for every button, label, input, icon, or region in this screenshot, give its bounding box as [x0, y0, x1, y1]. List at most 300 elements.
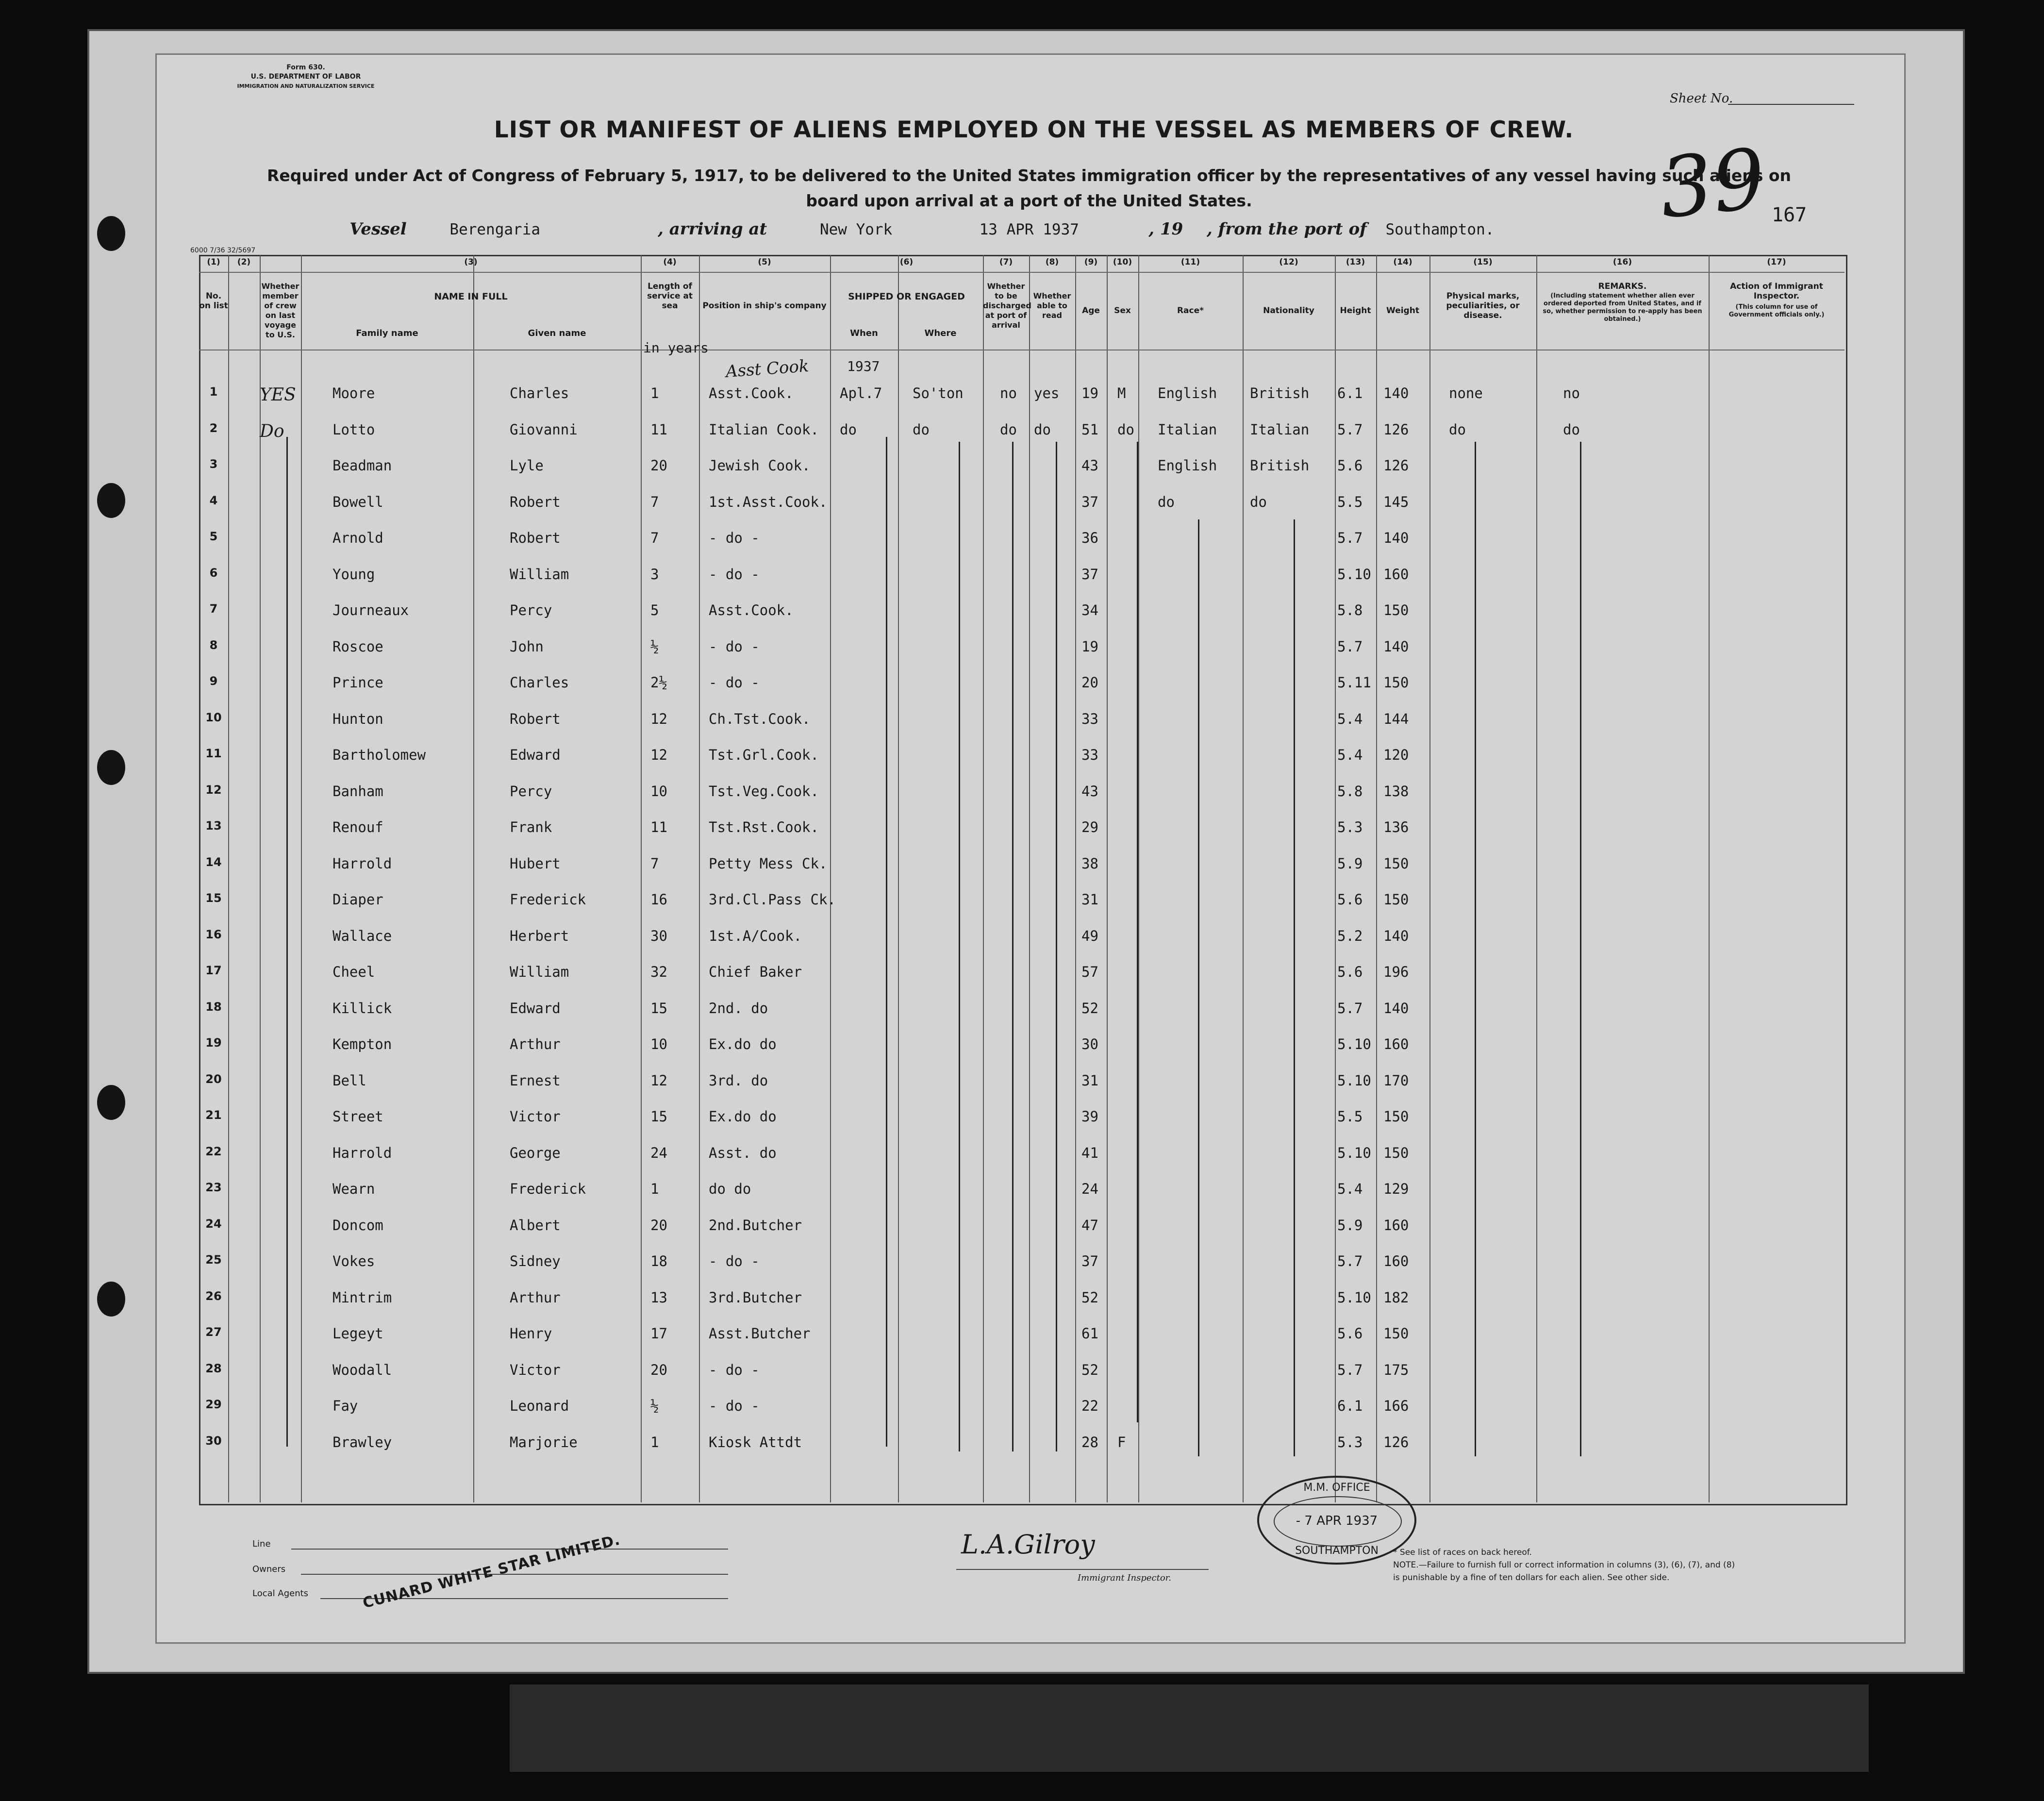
table-row — [199, 449, 1845, 484]
header-rule — [199, 272, 1845, 273]
cell-height: 5.6 — [1337, 457, 1363, 474]
cell-position: Asst.Butcher — [709, 1325, 811, 1342]
cell-given: Marjorie — [510, 1434, 578, 1451]
cell-given: Lyle — [510, 457, 544, 474]
cell-service: 1 — [650, 1181, 659, 1197]
cell-weight: 160 — [1383, 566, 1409, 583]
cell-given: Robert — [510, 493, 561, 510]
cell-position: Chief Baker — [709, 964, 802, 980]
header-when: When — [850, 328, 878, 338]
cell-service: 32 — [650, 964, 667, 980]
cell-family: Young — [332, 566, 375, 583]
header-height: Height — [1340, 306, 1371, 316]
cell-age: 39 — [1081, 1108, 1098, 1125]
cell-height: 5.4 — [1337, 1181, 1363, 1197]
cell-no: 26 — [205, 1289, 222, 1303]
cell-given: Frederick — [510, 891, 586, 908]
cell-age: 52 — [1081, 1289, 1098, 1306]
cell-weight: 140 — [1383, 638, 1409, 655]
column-number: (2) — [237, 257, 251, 267]
cell-height: 5.10 — [1337, 1036, 1371, 1052]
cell-given: Charles — [510, 385, 569, 401]
header-remarks: REMARKS. — [1598, 282, 1647, 291]
cell-service: 5 — [650, 602, 659, 618]
ditto-line — [886, 437, 887, 1447]
ditto-line — [286, 437, 288, 1447]
cell-height: 5.9 — [1337, 855, 1363, 872]
cell-given: Victor — [510, 1361, 561, 1378]
table-row — [199, 413, 1845, 449]
table-row — [199, 738, 1845, 774]
column-number: (7) — [999, 257, 1013, 267]
cell-no: 6 — [209, 566, 218, 580]
cell-weight: 150 — [1383, 1108, 1409, 1125]
cell-discharged: do — [1000, 421, 1017, 438]
arriving-port: New York — [819, 221, 893, 238]
table-row — [199, 557, 1845, 593]
cell-given: Albert — [510, 1217, 561, 1234]
punch-hole — [97, 216, 125, 251]
table-row — [199, 666, 1845, 701]
cell-position: - do - — [709, 1398, 760, 1414]
cell-age: 38 — [1081, 855, 1098, 872]
cell-where: So'ton — [913, 385, 964, 401]
office-stamp-date: - 7 APR 1937 — [1296, 1514, 1378, 1528]
cell-position: Asst.Cook. — [709, 602, 794, 618]
cell-height: 5.7 — [1337, 638, 1363, 655]
cell-position: 3rd.Butcher — [709, 1289, 802, 1306]
cell-family: Arnold — [332, 530, 383, 546]
cell-weight: 160 — [1383, 1253, 1409, 1269]
cell-family: Street — [332, 1108, 383, 1125]
cell-weight: 140 — [1383, 530, 1409, 546]
cell-family: Journeaux — [332, 602, 409, 618]
cell-position: Tst.Grl.Cook. — [709, 747, 819, 763]
cell-age: 33 — [1081, 710, 1098, 727]
cell-age: 49 — [1081, 927, 1098, 944]
header-last-voyage: Whether member of crew on last voyage to U.S. — [261, 282, 299, 339]
office-stamp-top: M.M. OFFICE — [1303, 1482, 1370, 1494]
cell-weight: 160 — [1383, 1036, 1409, 1052]
cell-family: Wallace — [332, 927, 392, 944]
cell-given: Henry — [510, 1325, 552, 1342]
cell-service: 30 — [650, 927, 667, 944]
header-weight: Weight — [1386, 306, 1419, 316]
column-number: (17) — [1767, 257, 1786, 267]
cell-given: Frank — [510, 819, 552, 835]
cell-family: Vokes — [332, 1253, 375, 1269]
cell-weight: 150 — [1383, 855, 1409, 872]
cell-service: 15 — [650, 1000, 667, 1017]
cell-age: 51 — [1081, 421, 1098, 438]
footer-line-rule — [291, 1549, 728, 1550]
table-row — [199, 485, 1845, 521]
punch-hole — [97, 483, 125, 518]
vessel-line — [349, 219, 1494, 239]
cell-family: Killick — [332, 1000, 392, 1017]
cell-given: Frederick — [510, 1181, 586, 1197]
column-number: (14) — [1393, 257, 1413, 267]
service-name: IMMIGRATION AND NATURALIZATION SERVICE — [237, 83, 375, 89]
table-row — [199, 1425, 1845, 1461]
cell-given: Sidney — [510, 1253, 561, 1269]
cell-service: 2½ — [650, 674, 667, 691]
cell-weight: 145 — [1383, 493, 1409, 510]
cell-service: 1 — [650, 1434, 659, 1451]
cell-weight: 150 — [1383, 1144, 1409, 1161]
header-action-note: (This column for use of Government officials only.) — [1728, 303, 1825, 318]
cell-no: 10 — [205, 710, 222, 724]
page-title: LIST OR MANIFEST OF ALIENS EMPLOYED ON THE VESSEL AS MEMBERS OF CREW. — [494, 117, 1574, 143]
cell-no: 13 — [205, 819, 222, 833]
cell-age: 19 — [1081, 385, 1098, 401]
cell-service: 3 — [650, 566, 659, 583]
punch-hole — [97, 750, 125, 785]
cell-weight: 140 — [1383, 1000, 1409, 1017]
cell-nationality: Italian — [1250, 421, 1310, 438]
year-label: , 19 — [1148, 219, 1183, 239]
header-remarks-note: (Including statement whether alien ever ordered deported from United States, and if so, whether permission to re-apply has been obtained.) — [1543, 292, 1702, 323]
cell-family: Legeyt — [332, 1325, 383, 1342]
cell-height: 5.5 — [1337, 1108, 1363, 1125]
cell-position: - do - — [709, 566, 760, 583]
cell-family: Moore — [332, 385, 375, 401]
cell-service: 13 — [650, 1289, 667, 1306]
cell-height: 5.10 — [1337, 566, 1371, 583]
arrival-date: 13 APR 1937 — [979, 221, 1079, 238]
page-number: 167 — [1772, 204, 1807, 226]
cell-position: Ch.Tst.Cook. — [709, 710, 811, 727]
header-given-name: Given name — [528, 328, 586, 338]
cell-service: 7 — [650, 493, 659, 510]
cell-height: 5.7 — [1337, 1000, 1363, 1017]
cell-family: Wearn — [332, 1181, 375, 1197]
cell-age: 34 — [1081, 602, 1098, 618]
cell-weight: 138 — [1383, 783, 1409, 800]
column-number: (5) — [758, 257, 771, 267]
ditto-line — [1580, 442, 1581, 1456]
cell-family: Hunton — [332, 710, 383, 727]
header-physical-marks: Physical marks, peculiarities, or disease. — [1446, 291, 1520, 320]
cell-sex: do — [1117, 421, 1134, 438]
table-row — [199, 1317, 1845, 1352]
cell-age: 20 — [1081, 674, 1098, 691]
cell-no: 3 — [209, 457, 218, 471]
cell-weight: 166 — [1383, 1398, 1409, 1414]
cell-family: Renouf — [332, 819, 383, 835]
column-number: (12) — [1279, 257, 1298, 267]
cell-family: Bell — [332, 1072, 366, 1089]
header-nationality: Nationality — [1263, 306, 1314, 316]
cell-age: 61 — [1081, 1325, 1098, 1342]
cell-service: ½ — [650, 638, 659, 655]
cell-position: 3rd.Cl.Pass Ck. — [709, 891, 836, 908]
header-family-name: Family name — [356, 328, 418, 338]
cell-age: 36 — [1081, 530, 1098, 546]
cell-read: yes — [1034, 385, 1060, 401]
header-name-in-full: NAME IN FULL — [434, 291, 508, 302]
cell-given: Ernest — [510, 1072, 561, 1089]
table-row — [199, 630, 1845, 666]
cell-weight: 129 — [1383, 1181, 1409, 1197]
cell-weight: 126 — [1383, 421, 1409, 438]
arriving-label: , arriving at — [658, 219, 767, 239]
cell-no: 20 — [205, 1072, 222, 1086]
signature-caption: Immigrant Inspector. — [1078, 1573, 1172, 1583]
cell-no: 4 — [209, 493, 218, 507]
table-row — [199, 1100, 1845, 1135]
table-row — [199, 1353, 1845, 1389]
cell-where: do — [913, 421, 930, 438]
cell-given: William — [510, 566, 569, 583]
cell-no: 11 — [205, 747, 222, 760]
cell-position: - do - — [709, 674, 760, 691]
table-row — [199, 810, 1845, 846]
footer-owners-label: Owners — [252, 1564, 286, 1574]
cell-discharged: no — [1000, 385, 1017, 401]
cell-position: 1st.Asst.Cook. — [709, 493, 828, 510]
cell-family: Lotto — [332, 421, 375, 438]
cell-given: John — [510, 638, 544, 655]
handwritten-number: 39 — [1655, 131, 1770, 237]
ditto-line — [1198, 519, 1199, 1456]
cell-service: 7 — [650, 530, 659, 546]
cell-given: Robert — [510, 710, 561, 727]
cell-position: Asst.Cook. — [709, 385, 794, 401]
cell-weight: 175 — [1383, 1361, 1409, 1378]
form-number: Form 630. — [286, 64, 325, 71]
cell-no: 9 — [209, 674, 218, 688]
cell-weight: 150 — [1383, 891, 1409, 908]
cell-age: 33 — [1081, 747, 1098, 763]
cell-family: Kempton — [332, 1036, 392, 1052]
table-row — [199, 376, 1845, 412]
cell-height: 5.6 — [1337, 891, 1363, 908]
cell-height: 5.2 — [1337, 927, 1363, 944]
races-note: * See list of races on back hereof. — [1393, 1548, 1532, 1557]
service-years-note: in years — [643, 340, 709, 356]
cell-remarks: do — [1563, 421, 1580, 438]
cell-family: Fay — [332, 1398, 358, 1414]
cell-family: Roscoe — [332, 638, 383, 655]
cell-position: 2nd.Butcher — [709, 1217, 802, 1234]
header-position: Position in ship's company — [702, 301, 827, 311]
cell-age: 19 — [1081, 638, 1098, 655]
cell-weight: 144 — [1383, 710, 1409, 727]
column-number: (8) — [1045, 257, 1059, 267]
cell-no: 2 — [209, 421, 218, 435]
ditto-line — [1137, 442, 1138, 1422]
cell-age: 30 — [1081, 1036, 1098, 1052]
cell-height: 5.9 — [1337, 1217, 1363, 1234]
cell-position: Jewish Cook. — [709, 457, 811, 474]
cell-given: William — [510, 964, 569, 980]
cell-height: 5.5 — [1337, 493, 1363, 510]
table-row — [199, 593, 1845, 629]
cell-remarks: no — [1563, 385, 1580, 401]
cell-service: 17 — [650, 1325, 667, 1342]
cell-service: 15 — [650, 1108, 667, 1125]
cell-service: ½ — [650, 1398, 659, 1414]
sheet-no-label: Sheet No. — [1670, 91, 1733, 106]
cell-position: Tst.Veg.Cook. — [709, 783, 819, 800]
table-row — [199, 1064, 1845, 1100]
cell-given: Robert — [510, 530, 561, 546]
header-action-inspector: Action of Immigrant Inspector. — [1730, 282, 1823, 301]
punch-hole — [97, 1085, 125, 1120]
cell-no: 18 — [205, 1000, 222, 1014]
form-reference: 6000 7/36 32/5697 — [190, 247, 256, 254]
page-subtitle: Required under Act of Congress of February 5, 1917, to be delivered to the United States immigration officer by the representatives of any vessel having such aliens on board upon arrival at a port of the United States. — [266, 166, 1792, 210]
header-length-of-service: Length of service at sea — [647, 282, 693, 311]
department-name: U.S. DEPARTMENT OF LABOR — [250, 73, 361, 81]
cell-age: 52 — [1081, 1000, 1098, 1017]
cell-race: do — [1158, 493, 1175, 510]
cell-position: - do - — [709, 1253, 760, 1269]
cell-height: 5.11 — [1337, 674, 1371, 691]
scan-edge — [510, 1684, 1869, 1772]
cell-position: Asst. do — [709, 1144, 777, 1161]
cell-weight: 126 — [1383, 457, 1409, 474]
cell-nationality: British — [1250, 385, 1310, 401]
cell-height: 5.7 — [1337, 1361, 1363, 1378]
cell-last-voyage: YES — [260, 385, 296, 405]
cell-position: Ex.do do — [709, 1108, 777, 1125]
column-number: (3) — [464, 257, 478, 267]
cell-family: Beadman — [332, 457, 392, 474]
handwritten-position-correction: Asst Cook — [725, 356, 810, 382]
footer-line-label: Line — [252, 1539, 271, 1549]
cell-no: 24 — [205, 1217, 222, 1231]
cell-service: 12 — [650, 747, 667, 763]
cell-service: 16 — [650, 891, 667, 908]
column-number: (15) — [1473, 257, 1493, 267]
ditto-line — [1056, 442, 1057, 1451]
cell-no: 17 — [205, 964, 222, 977]
cell-weight: 196 — [1383, 964, 1409, 980]
cell-no: 7 — [209, 602, 218, 616]
cell-age: 41 — [1081, 1144, 1098, 1161]
cell-height: 5.4 — [1337, 747, 1363, 763]
cell-age: 29 — [1081, 819, 1098, 835]
table-row — [199, 1244, 1845, 1280]
cell-given: Hubert — [510, 855, 561, 872]
cell-no: 27 — [205, 1325, 222, 1339]
sheet-no-line — [1728, 104, 1854, 105]
cell-height: 5.7 — [1337, 530, 1363, 546]
cell-no: 19 — [205, 1036, 222, 1050]
cell-height: 5.7 — [1337, 421, 1363, 438]
cell-height: 6.1 — [1337, 385, 1363, 401]
cell-height: 5.10 — [1337, 1144, 1371, 1161]
cell-position: Italian Cook. — [709, 421, 819, 438]
header-shipped-engaged: SHIPPED OR ENGAGED — [848, 291, 965, 302]
table-row — [199, 1136, 1845, 1172]
inspector-signature: L.A.Gilroy — [961, 1529, 1095, 1560]
cell-marks: none — [1449, 385, 1483, 401]
cell-no: 14 — [205, 855, 222, 869]
column-number: (6) — [899, 257, 914, 267]
cell-family: Cheel — [332, 964, 375, 980]
cell-family: Harrold — [332, 1144, 392, 1161]
table-row — [199, 991, 1845, 1027]
ditto-line — [1475, 442, 1476, 1456]
cell-position: Ex.do do — [709, 1036, 777, 1052]
column-number: (11) — [1180, 257, 1200, 267]
table-row — [199, 774, 1845, 810]
cell-height: 5.8 — [1337, 783, 1363, 800]
header-where: Where — [924, 328, 957, 338]
cell-height: 6.1 — [1337, 1398, 1363, 1414]
cell-given: Percy — [510, 602, 552, 618]
cell-age: 28 — [1081, 1434, 1098, 1451]
cell-given: George — [510, 1144, 561, 1161]
shipped-year: 1937 — [847, 358, 880, 374]
cell-height: 5.10 — [1337, 1289, 1371, 1306]
cell-weight: 150 — [1383, 674, 1409, 691]
table-row — [199, 955, 1845, 991]
header-no-on-list: No. on list — [199, 291, 228, 311]
punch-hole — [97, 1282, 125, 1317]
ditto-line — [1294, 519, 1295, 1456]
cell-weight: 126 — [1383, 1434, 1409, 1451]
cell-position: Tst.Rst.Cook. — [709, 819, 819, 835]
table-row — [199, 1027, 1845, 1063]
penalty-note: NOTE.—Failure to furnish full or correct information in columns (3), (6), (7), and (8) — [1393, 1560, 1735, 1570]
cell-last-voyage: Do — [260, 421, 284, 441]
cell-family: Mintrim — [332, 1289, 392, 1306]
penalty-note-cont: is punishable by a fine of ten dollars for each alien. See other side. — [1393, 1573, 1670, 1583]
cell-given: Charles — [510, 674, 569, 691]
table-row — [199, 847, 1845, 883]
cell-height: 5.6 — [1337, 1325, 1363, 1342]
cell-service: 18 — [650, 1253, 667, 1269]
cell-service: 11 — [650, 819, 667, 835]
cell-position: 1st.A/Cook. — [709, 927, 802, 944]
cell-family: Banham — [332, 783, 383, 800]
from-label: , from the port of — [1206, 219, 1367, 239]
cell-position: 2nd. do — [709, 1000, 768, 1017]
ditto-line — [959, 442, 960, 1451]
cell-sex: F — [1117, 1434, 1126, 1451]
header-able-to-read: Whether able to read — [1033, 291, 1071, 320]
cell-family: Bowell — [332, 493, 383, 510]
cell-age: 43 — [1081, 783, 1098, 800]
column-number: (16) — [1612, 257, 1632, 267]
cell-no: 1 — [209, 385, 218, 399]
cell-age: 47 — [1081, 1217, 1098, 1234]
cell-family: Harrold — [332, 855, 392, 872]
cell-no: 29 — [205, 1398, 222, 1411]
table-row — [199, 919, 1845, 955]
form-header — [209, 63, 403, 91]
cell-no: 5 — [209, 530, 218, 543]
cell-when: do — [840, 421, 857, 438]
header-age: Age — [1082, 306, 1100, 316]
cell-weight: 150 — [1383, 1325, 1409, 1342]
cell-age: 22 — [1081, 1398, 1098, 1414]
office-stamp-bottom: SOUTHAMPTON — [1295, 1545, 1379, 1557]
table-row — [199, 1389, 1845, 1425]
table-row — [199, 1172, 1845, 1208]
cell-nationality: do — [1250, 493, 1267, 510]
cell-height: 5.7 — [1337, 1253, 1363, 1269]
cell-position: Kiosk Attdt — [709, 1434, 802, 1451]
cell-given: Edward — [510, 747, 561, 763]
cell-weight: 150 — [1383, 602, 1409, 618]
cell-no: 21 — [205, 1108, 222, 1122]
cell-given: Edward — [510, 1000, 561, 1017]
